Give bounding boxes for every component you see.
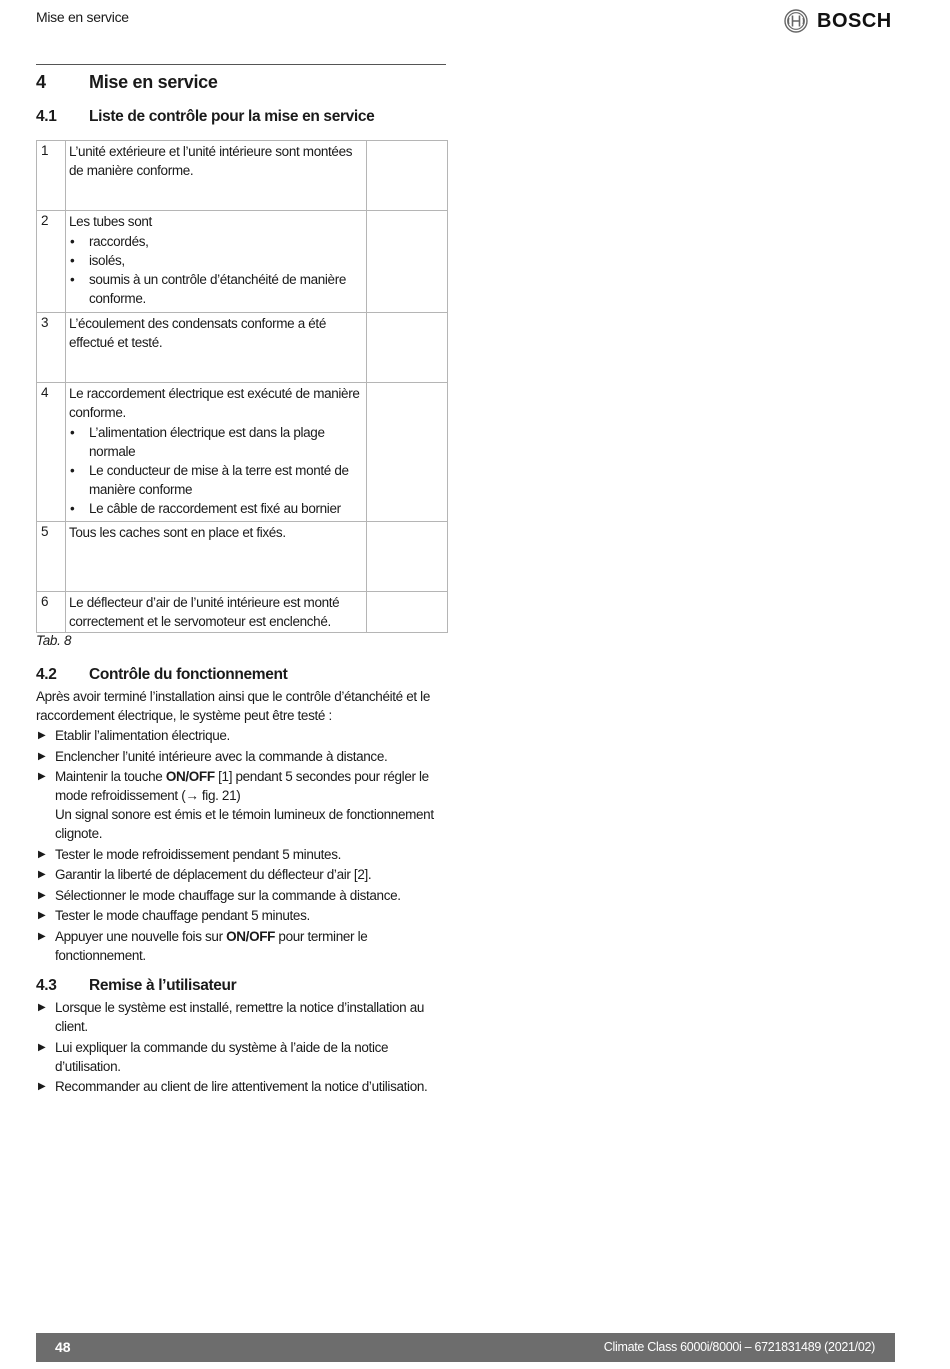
step-text: Tester le mode chauffage pendant 5 minutes. <box>55 908 310 923</box>
triangle-right-icon: ▶ <box>38 889 46 901</box>
table-row <box>37 522 448 592</box>
row-text <box>66 141 367 211</box>
section-intro: Après avoir terminé l’installation ainsi que le contrôle d’étanchéité et le raccordement électrique, le système peut être testé : <box>36 689 430 723</box>
section-4-1-heading <box>36 108 374 126</box>
row-number: 4 <box>37 383 66 522</box>
list-item: • isolés, <box>69 251 366 270</box>
document-reference: Climate Class 6000i/8000i – 6721831489 (2021/02) <box>603 1340 875 1354</box>
check-cell[interactable] <box>367 211 448 313</box>
row-number: 5 <box>37 522 66 592</box>
list-item <box>36 747 454 766</box>
check-cell[interactable] <box>367 141 448 211</box>
table-row <box>37 211 448 313</box>
check-cell[interactable] <box>367 592 448 633</box>
page-number: 48 <box>55 1339 71 1355</box>
bullet-list <box>69 232 366 308</box>
check-cell[interactable] <box>367 383 448 522</box>
section-title: Mise en service <box>89 72 218 92</box>
table-caption: Tab. 8 <box>36 633 72 648</box>
brand-name: BOSCH <box>817 9 892 32</box>
section-title: Liste de contrôle pour la mise en service <box>89 108 375 125</box>
row-text <box>66 592 367 633</box>
section-4-2-heading <box>36 666 287 684</box>
triangle-right-icon: ▶ <box>38 869 46 880</box>
row-text-main: Tous les caches sont en place et fixés. <box>69 525 286 540</box>
bullet-list <box>69 423 366 518</box>
step-text: Recommander au client de lire attentivement la notice d’utilisation. <box>55 1079 428 1094</box>
triangle-right-icon: ▶ <box>38 1081 46 1092</box>
list-item <box>36 998 454 1036</box>
row-number: 3 <box>37 313 66 383</box>
triangle-right-icon: ▶ <box>38 730 46 741</box>
list-item: • soumis à un contrôle d’étanchéité de manière conforme. <box>69 270 366 308</box>
section-title: Remise à l’utilisateur <box>89 977 237 994</box>
row-text-main: L’écoulement des condensats conforme a été effectué et testé. <box>69 316 326 350</box>
triangle-right-icon: ▶ <box>38 930 46 942</box>
list-item <box>36 886 454 905</box>
row-number: 1 <box>37 141 66 211</box>
table-row <box>37 383 448 522</box>
section-number: 4.3 <box>36 977 57 994</box>
row-number: 6 <box>37 592 66 633</box>
step-text: Enclencher l’unité intérieure avec la commande à distance. <box>55 748 388 764</box>
row-text-main: Le raccordement électrique est exécuté de manière conforme. <box>69 386 360 420</box>
section-4-3-heading <box>36 977 236 995</box>
key-label: ON/OFF <box>226 928 276 944</box>
footer-bar <box>36 1333 895 1362</box>
running-head: Mise en service <box>36 9 129 25</box>
list-item <box>36 845 454 864</box>
triangle-right-icon: ▶ <box>38 910 46 921</box>
step-text: Sélectionner le mode chauffage sur la commande à distance. <box>55 887 401 903</box>
section-title: Contrôle du fonctionnement <box>89 666 288 683</box>
step-text: Appuyer une nouvelle fois sur <box>55 928 227 944</box>
row-text-main: L’unité extérieure et l’unité intérieure sont montées de manière conforme. <box>69 144 353 178</box>
list-item: • L’alimentation électrique est dans la plage normale <box>69 423 366 461</box>
section-number: 4 <box>36 72 46 92</box>
handover-steps <box>36 998 454 1098</box>
triangle-right-icon: ▶ <box>38 848 46 860</box>
list-item: • Le câble de raccordement est fixé au bornier <box>69 499 366 518</box>
row-text <box>66 522 367 592</box>
function-check-steps <box>36 726 454 966</box>
row-number: 2 <box>37 211 66 313</box>
table-row <box>37 313 448 383</box>
step-text: Garantir la liberté de déplacement du déflecteur d’air [2]. <box>55 867 372 882</box>
triangle-right-icon: ▶ <box>38 771 46 782</box>
commissioning-checklist-table <box>36 140 448 633</box>
check-cell[interactable] <box>367 522 448 592</box>
step-text: Tester le mode refroidissement pendant 5 minutes. <box>55 846 342 862</box>
row-text-main: Le déflecteur d’air de l’unité intérieure est monté correctement et le servomoteur est enclenché. <box>69 595 340 629</box>
step-text: Lorsque le système est installé, remettre la notice d’installation au client. <box>55 1000 425 1034</box>
table-row <box>37 592 448 633</box>
step-text: Etablir l’alimentation électrique. <box>55 728 230 743</box>
check-cell[interactable] <box>367 313 448 383</box>
bosch-logo <box>784 7 892 35</box>
header-rule <box>36 64 446 65</box>
section-number: 4.1 <box>36 108 57 125</box>
list-item: • Le conducteur de mise à la terre est monté de manière conforme <box>69 461 366 499</box>
triangle-right-icon: ▶ <box>38 1041 46 1053</box>
row-text <box>66 313 367 383</box>
list-item <box>36 1038 454 1076</box>
step-text: Lui expliquer la commande du système à l’aide de la notice d’utilisation. <box>55 1039 389 1074</box>
table-row <box>37 141 448 211</box>
row-text-main: Les tubes sont <box>69 214 152 229</box>
triangle-right-icon: ▶ <box>38 750 46 762</box>
list-item <box>36 726 454 745</box>
list-item <box>36 1077 454 1096</box>
list-item: • raccordés, <box>69 232 366 251</box>
section-4-heading <box>36 72 218 93</box>
list-item <box>36 865 454 884</box>
step-result-text: Un signal sonore est émis et le témoin lumineux de fonctionnement clignote. <box>55 807 434 841</box>
list-item <box>36 927 454 965</box>
step-text: pour terminer le fonctionnement. <box>55 928 368 963</box>
key-label: ON/OFF <box>165 769 215 784</box>
triangle-right-icon: ▶ <box>38 1002 46 1013</box>
row-text <box>66 383 367 522</box>
section-number: 4.2 <box>36 666 57 683</box>
bosch-armature-icon <box>784 9 808 33</box>
row-text <box>66 211 367 313</box>
list-item <box>36 767 454 843</box>
list-item <box>36 906 454 925</box>
step-text: Maintenir la touche <box>55 769 166 784</box>
step-text: [1] pendant 5 secondes pour régler le mode refroidissement (→ fig. 21) <box>55 769 429 803</box>
